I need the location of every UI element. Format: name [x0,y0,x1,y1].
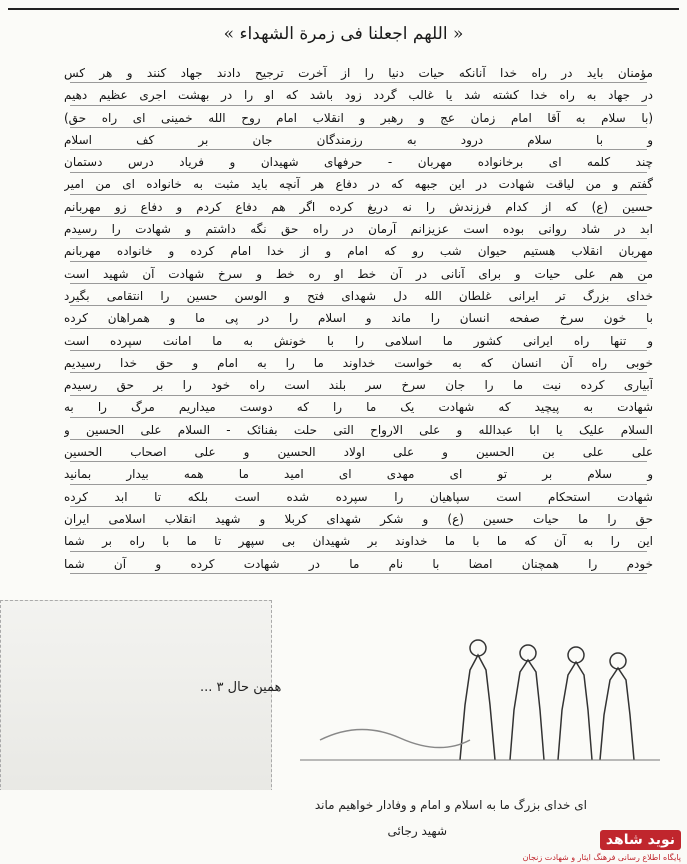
ruled-line [70,417,647,418]
ruled-line [70,395,647,396]
text-line: خدای بزرگ تر ایرانی غلطان الله دل شهدای فتح و الوسن حسین را انتقامی بگیرد [64,288,653,303]
footer-signature: شهید رجائی [387,824,447,838]
ruled-line [70,372,647,373]
document-title: « اللهم اجعلنا فی زمرة الشهداء » [223,24,464,44]
top-border [8,8,679,10]
ruled-line [70,194,647,195]
ruled-line [70,238,647,239]
text-line: در جهاد به راه خدا کشته شد یا غالب گردد زود باشد که او را در بهشت اجری عظیم دهیم [64,88,653,103]
ruled-line [70,528,647,529]
ruled-line [70,439,647,440]
footer [0,790,687,864]
ruled-line [70,283,647,284]
ruled-line [70,461,647,462]
text-line: و سلام بر تو ای مهدی ای امید ما همه بیدار بمانید [64,467,653,482]
site-logo: نوید شاهد [600,830,681,850]
ruled-line [70,172,647,173]
text-line: من هم علی حیات و برای آنانی در آن خط او ره خط و سرخ شهادت آن شهید است [64,266,653,281]
ruled-line [70,551,647,552]
text-line: و با سلام درود به رزمندگان جان بر کف اسلام [64,132,653,147]
text-line: و تنها راه ایرانی کشور ما اسلامی را با خونش به ما امانت سپرده است [64,333,653,348]
ruled-line [70,573,647,574]
text-line: چند کلمه ای برخانواده مهربان - حرفهای شهیدان و فریاد درس دستمان [64,155,653,170]
signoff-line: همین حال ۳ ... [200,680,282,695]
text-line: علی علی بن الحسین و علی اولاد الحسین و علی اصحاب الحسین [64,445,653,460]
text-line: خودم را همچنان امضا با نام ما در شهادت کرده و آن شما [64,556,653,571]
text-line: با خون سرخ صفحه انسان را ماند و اسلام را در پی ما و همراهان کرده [64,311,653,326]
text-line: این را به آن که ما با ما خداوند بر شهیدان بی سپهر تا ما با راه بر شما [64,534,653,549]
ruled-line [70,506,647,507]
ruled-line [70,350,647,351]
ruled-line [70,261,647,262]
ruled-line [70,105,647,106]
text-line: مهربان انقلاب هستیم حیوان شب رو که امام و از خدا امام کرده و خانواده مهربانم [64,244,653,259]
text-line: خوبی راه آن انسان که به خواست خداوند ما را به امام و حق خدا رسیدیم [64,355,653,370]
site-name: پایگاه اطلاع رسانی فرهنگ ایثار و شهادت زنجان [522,853,681,862]
footer-quote: ای خدای بزرگ ما به اسلام و امام و وفادار خواهیم ماند [314,798,587,812]
text-line: شهادت استحکام است سپاهیان را سپرده شده است بلکه تا ابد کرده [64,489,653,504]
text-line: شهادت به پیچید که شهادت یک ما را که دوست میداریم مرگ را به [64,400,653,415]
ruled-line [70,484,647,485]
ruled-line [70,328,647,329]
text-line: ابد در شاد روانی بوده است عزیزانم آرمان در راه حق نگه داشتم و شهادت را رسیدم [64,222,653,237]
text-line: مؤمنان باید در راه خدا آنانکه حیات دنیا را از آخرت ترجیح دادند جهاد کنند و هر کس [64,66,653,80]
ruled-line [70,305,647,306]
ruled-line [70,82,647,83]
soldier-figures [300,640,660,760]
text-line: السلام علیک یا ابا عبدالله و علی الارواح التی حلت بفنائک - السلام علی الحسین و [64,422,653,437]
text-line: گفتم و من لیاقت شهادت در این جبهه که در دفاع هر آنچه باید مثبت به خانواده ای من امیر [64,177,653,192]
text-line: (با سلام به آقا امام زمان عج و رهبر و انقلاب امام روح الله خمینی ای راه حق) [64,110,653,125]
handwritten-text [64,62,653,575]
ruled-line [70,127,647,128]
ruled-line [70,216,647,217]
faded-photo [0,600,272,802]
text-line: حق را ما حیات حسین (ع) و شکر شهدای کربلا و شهید انقلاب اسلامی ایران [64,511,653,526]
text-line: آبیاری کرده نیت ما را جان سرخ سر بلند است راه خود را بر حق رسیدم [64,378,653,393]
text-line: حسین (ع) که از کدام فرزندش را نه دریغ کرده اگر هم دفاع کردم و دفاع زو مهربانم [64,199,653,214]
ruled-line [70,149,647,150]
soldiers-sketch [300,610,660,770]
